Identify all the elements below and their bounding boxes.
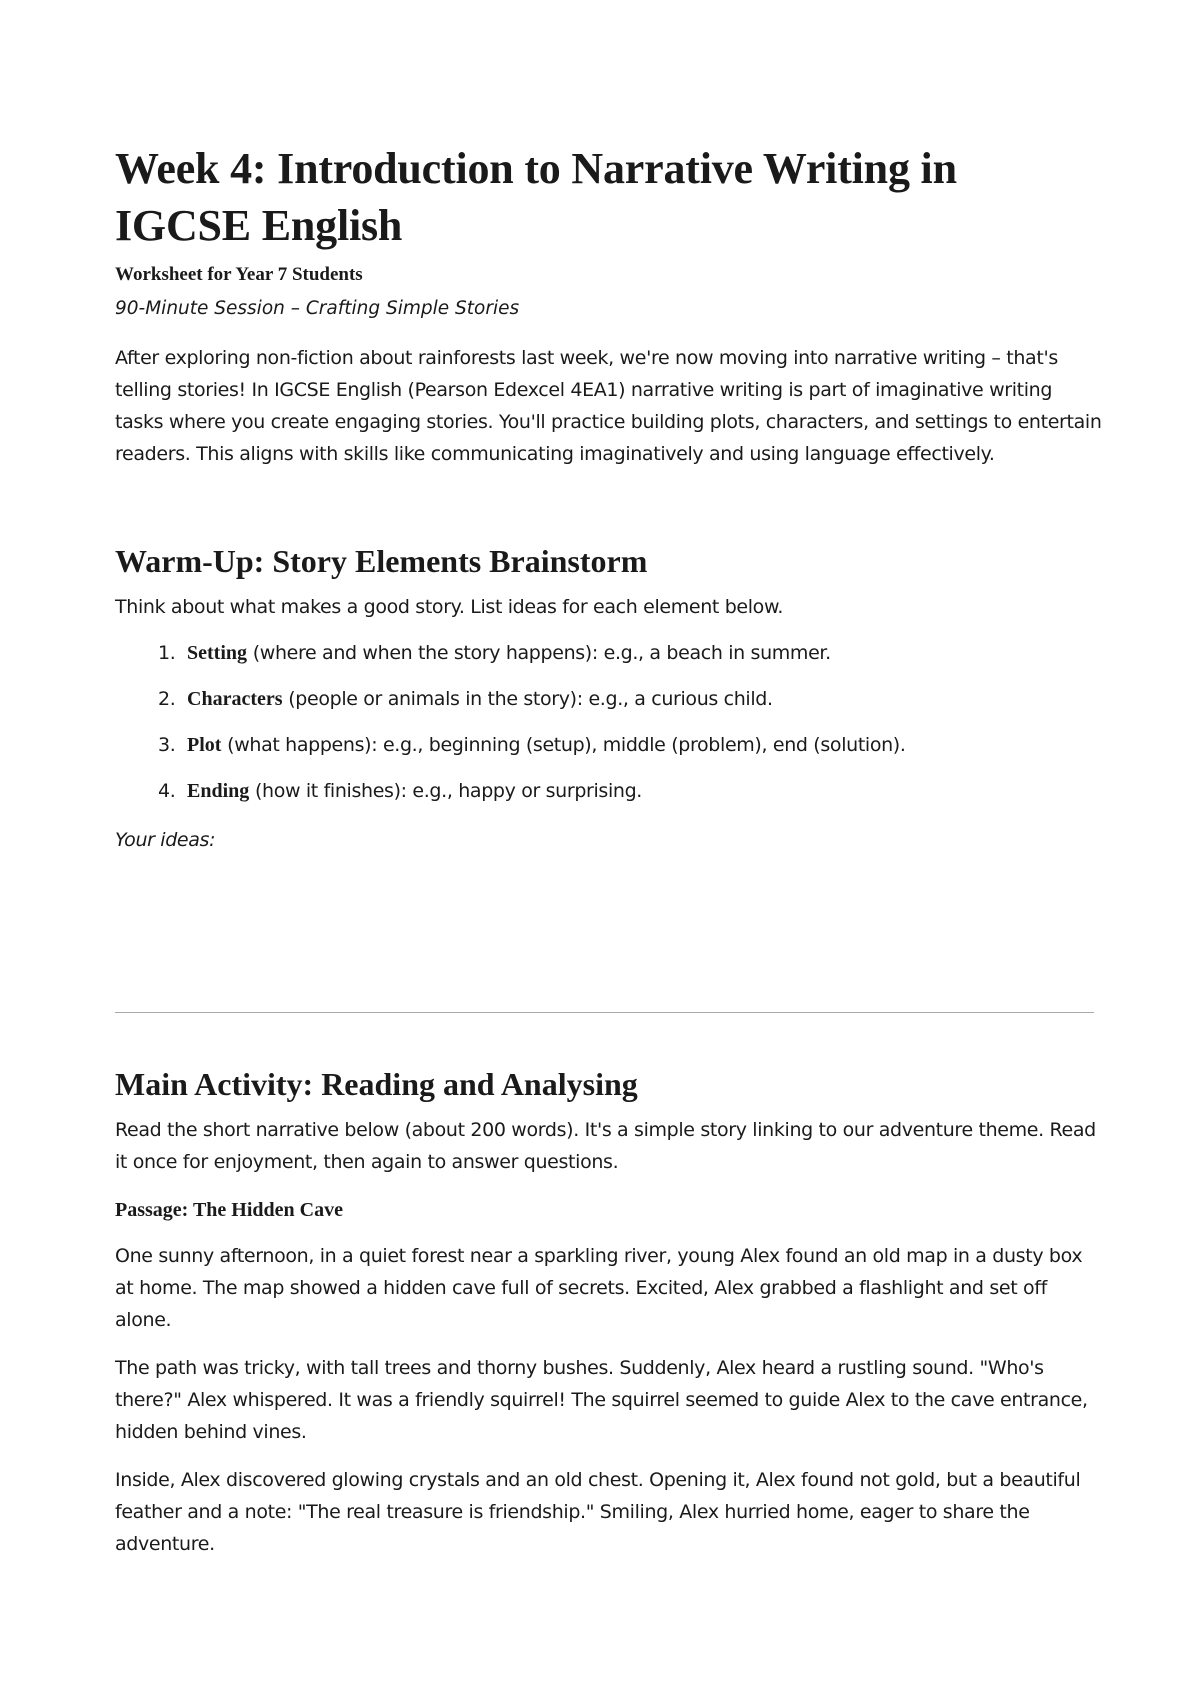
page-title: Week 4: Introduction to Narrative Writing in IGCSE English (115, 144, 957, 250)
item-number: 1. (158, 642, 176, 664)
item-description: (how it finishes): e.g., happy or surprising. (249, 780, 643, 802)
item-description: (what happens): e.g., beginning (setup), middle (problem), end (solution). (221, 734, 906, 756)
list-item (115, 637, 1105, 683)
main-activity-heading: Main Activity: Reading and Analysing (115, 1066, 638, 1102)
session-info: 90-Minute Session – Crafting Simple Stories (115, 298, 520, 319)
list-item (115, 729, 1105, 775)
passage-paragraph: One sunny afternoon, in a quiet forest near a sparkling river, young Alex found an old map in a dusty box at home. The map showed a hidden cave full of secrets. Excited, Alex grabbed a flashlight and set off alone. (115, 1245, 1083, 1331)
main-activity-instruction: Read the short narrative below (about 200 words). It's a simple story linking to our adventure theme. Read it once for enjoyment, then again to answer questions. (115, 1119, 1096, 1173)
intro-paragraph: After exploring non-fiction about rainforests last week, we're now moving into narrative writing – that's telling stories! In IGCSE English (Pearson Edexcel 4EA1) narrative writing is part of imaginative writing tasks where you create engaging stories. You'll practice building plots, characters, and settings to entertain readers. This aligns with skills like communicating imaginatively and using language effectively. (115, 347, 1102, 465)
passage-paragraph: Inside, Alex discovered glowing crystals and an old chest. Opening it, Alex found not gold, but a beautiful feather and a note: "The real treasure is friendship." Smiling, Alex hurried home, eager to share the adventure. (115, 1469, 1081, 1555)
your-ideas-label: Your ideas: (115, 829, 216, 851)
item-term: Setting (187, 642, 247, 664)
story-elements-list (115, 637, 1105, 821)
section-divider (115, 1012, 1094, 1013)
item-term: Characters (187, 688, 283, 710)
list-item (115, 775, 1105, 821)
warmup-heading: Warm-Up: Story Elements Brainstorm (115, 543, 648, 579)
item-number: 2. (158, 688, 176, 710)
list-item (115, 683, 1105, 729)
item-number: 3. (158, 734, 176, 756)
passage-title: Passage: The Hidden Cave (115, 1199, 343, 1221)
passage-paragraph: The path was tricky, with tall trees and thorny bushes. Suddenly, Alex heard a rustling sound. "Who's there?" Alex whispered. It was a friendly squirrel! The squirrel seemed to guide Alex to the cave entrance, hidden behind vines. (115, 1357, 1088, 1443)
item-description: (where and when the story happens): e.g., a beach in summer. (247, 642, 831, 664)
worksheet-subtitle: Worksheet for Year 7 Students (115, 264, 363, 285)
item-term: Plot (187, 734, 222, 756)
warmup-instruction: Think about what makes a good story. List ideas for each element below. (115, 596, 784, 618)
item-description: (people or animals in the story): e.g., a curious child. (282, 688, 773, 710)
item-term: Ending (187, 780, 250, 802)
item-number: 4. (158, 780, 176, 802)
